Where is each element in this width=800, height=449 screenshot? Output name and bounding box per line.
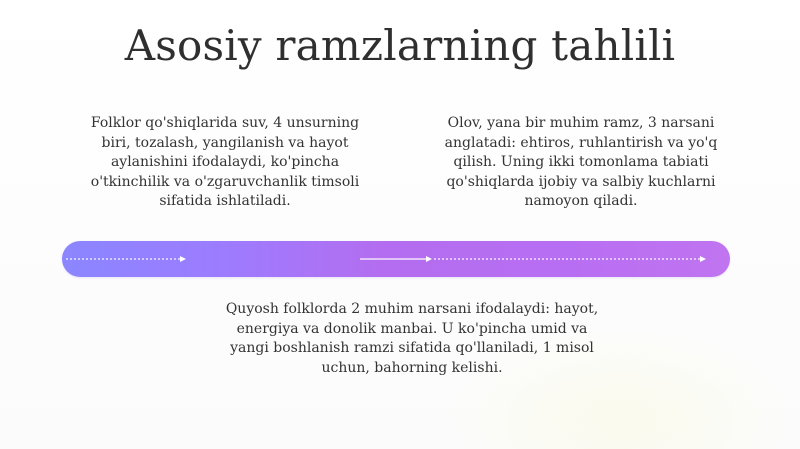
- timeline-arrows: [62, 241, 730, 277]
- text-block-fire: Olov, yana bir muhim ramz, 3 narsani anglatadi: ehtiros, ruhlantirish va yo'q qilish. Uning ikki tomonlama tabiati qo'shiqlarda ijobiy va salbiy kuchlarni namoyon qiladi.: [444, 115, 718, 209]
- text-block-sun: Quyosh folklorda 2 muhim narsani ifodalaydi: hayot, energiya va donolik manbai. U ko'pincha umid va yangi boshlanish ramzi sifatida qo'llaniladi, 1 misol uchun, bahorning kelishi.: [225, 301, 599, 376]
- slide-title: Asosiy ramzlarning tahlili: [124, 21, 676, 70]
- text-block-water: Folklor qo'shiqlarida suv, 4 unsurning biri, tozalash, yangilanish va hayot aylanishini ifodalaydi, ko'pincha o'tkinchilik va o'zgaruvchanlik timsoli sifatida ishlatiladi.: [90, 115, 360, 209]
- arrow-right-icon: [360, 256, 432, 262]
- arrow-right-icon: [66, 256, 186, 262]
- arrow-right-icon: [434, 256, 706, 262]
- timeline-bar: [62, 241, 730, 277]
